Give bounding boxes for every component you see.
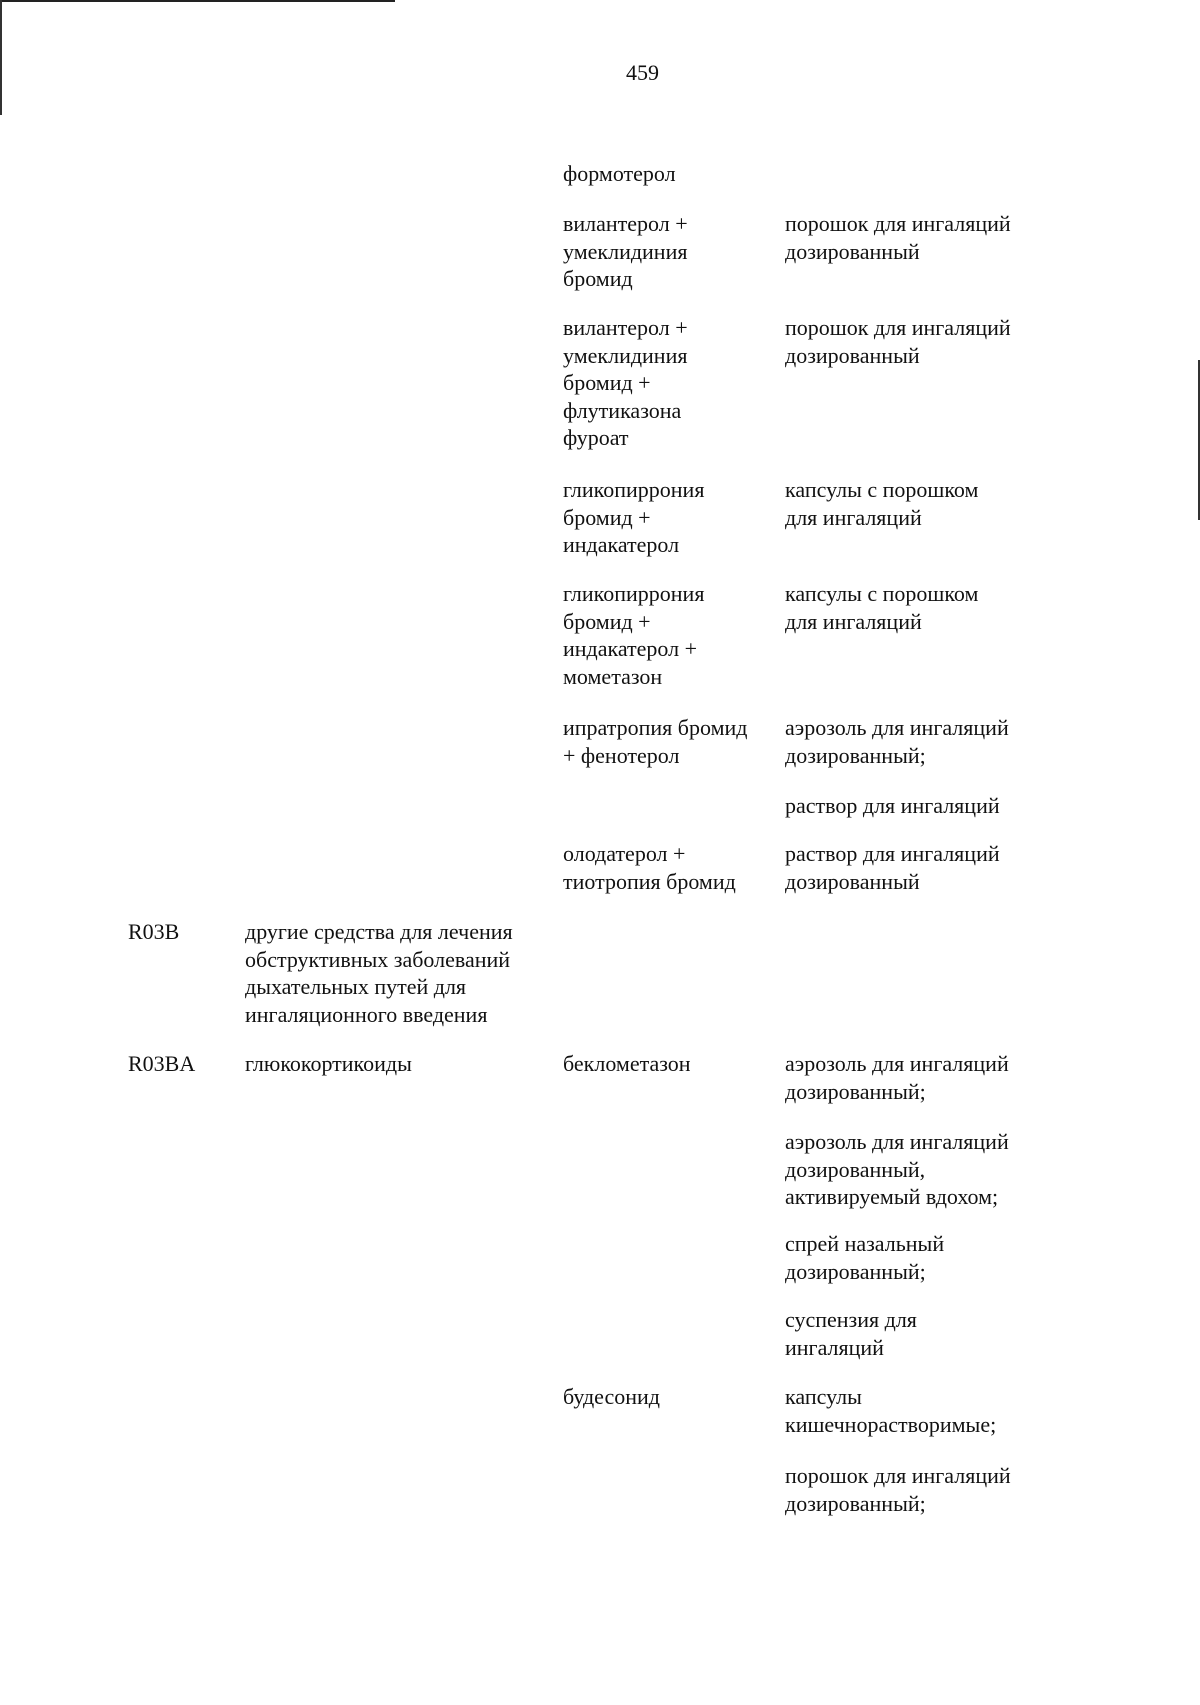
page-number: 459 [626,60,659,85]
dosage-form: раствор для ингаляций дозированный [785,841,1000,894]
dosage-form: порошок для ингаляций дозированный [785,211,1011,264]
drug-name: ипратропия бромид + фенотерол [563,715,748,768]
drug-name: гликопиррония бромид + индакатерол [563,477,705,557]
drug-name: вилантерол + умеклидиния бромид + флутиказона фуроат [563,315,688,450]
scan-border-top [0,0,395,2]
dosage-form: капсулы кишечнорастворимые; [785,1384,997,1437]
drug-name: вилантерол + умеклидиния бромид [563,211,688,291]
scan-border-left [0,0,2,115]
dosage-form: порошок для ингаляций дозированный; [785,1463,1011,1516]
atc-group: глюкокортикоиды [245,1051,412,1076]
atc-code: R03BA [128,1051,196,1076]
dosage-form: спрей назальный дозированный; [785,1231,945,1284]
atc-group: другие средства для лечения обструктивных заболеваний дыхательных путей для ингаляционного введения [245,919,513,1027]
dosage-form: капсулы с порошком для ингаляций [785,477,979,530]
dosage-form: порошок для ингаляций дозированный [785,315,1011,368]
drug-name: олодатерол + тиотропия бромид [563,841,736,894]
drug-name: будесонид [563,1384,660,1409]
dosage-form: аэрозоль для ингаляций дозированный; [785,1051,1009,1104]
atc-code: R03B [128,919,180,944]
drug-name: беклометазон [563,1051,691,1076]
drug-name: формотерол [563,161,676,186]
dosage-form: суспензия для ингаляций [785,1307,917,1360]
dosage-form: капсулы с порошком для ингаляций [785,581,979,634]
dosage-form: аэрозоль для ингаляций дозированный; [785,715,1009,768]
drug-name: гликопиррония бромид + индакатерол + мометазон [563,581,705,689]
dosage-form: раствор для ингаляций [785,793,1000,818]
dosage-form: аэрозоль для ингаляций дозированный, активируемый вдохом; [785,1129,1009,1209]
